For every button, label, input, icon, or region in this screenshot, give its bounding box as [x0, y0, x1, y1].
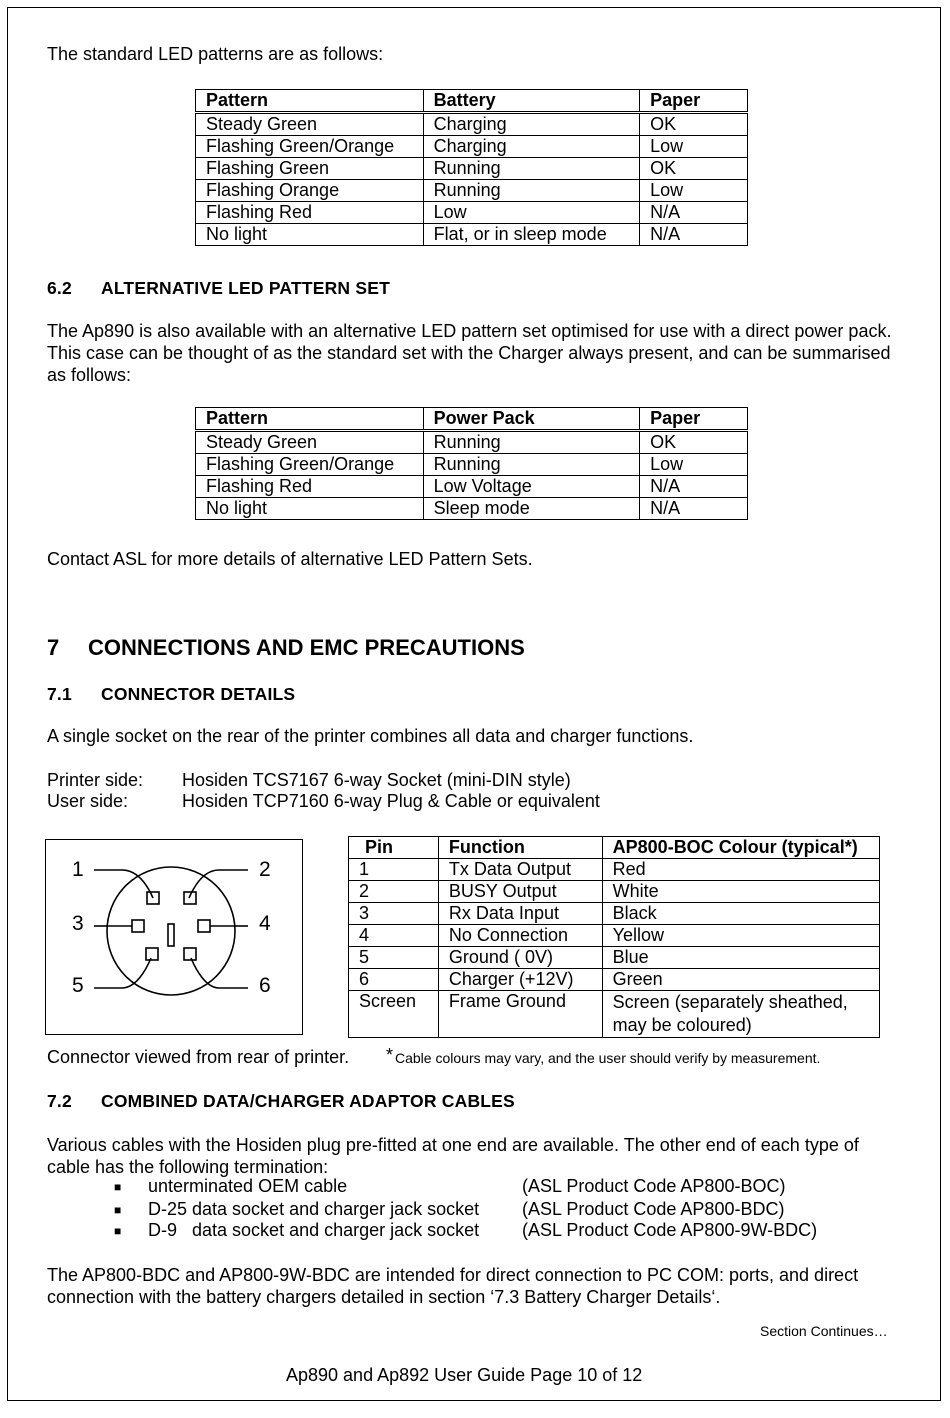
led-table-row — [196, 224, 748, 246]
led-table-cell: N/A — [640, 224, 748, 246]
pin-function-table — [348, 836, 880, 1038]
key-slot-icon — [168, 924, 174, 946]
alt-table-cell: Low — [640, 454, 748, 476]
alt-table-header-cell: Pattern — [196, 408, 424, 431]
user-side-value: Hosiden TCP7160 6-way Plug & Cable or equivalent — [182, 791, 600, 811]
pin-3-icon — [132, 920, 144, 932]
led-table-header-cell: Battery — [423, 90, 640, 113]
led-table-cell: Low — [640, 180, 748, 202]
pin-label-5: 5 — [72, 974, 84, 997]
pin-4-icon — [198, 920, 210, 932]
socket-outer-circle — [107, 867, 235, 995]
led-table-cell: Flashing Green/Orange — [196, 136, 424, 158]
section-7-number: 7 — [47, 635, 60, 660]
pin-table-header-row — [349, 837, 880, 859]
led-table-cell: Low — [423, 202, 640, 224]
connector-caption: Connector viewed from rear of printer. — [47, 1047, 350, 1067]
alt-table-cell: Sleep mode — [423, 498, 640, 520]
led-table-cell: Low — [640, 136, 748, 158]
connector-diagram — [45, 839, 303, 1035]
led-table-cell: N/A — [640, 202, 748, 224]
pin-table-cell: 4 — [349, 925, 439, 947]
bullet-icon: ■ — [114, 1224, 122, 1238]
pin-table-cell: Rx Data Input — [438, 903, 602, 925]
alt-table-row — [196, 498, 748, 520]
section-continues: Section Continues… — [760, 1323, 888, 1339]
printer-side-value: Hosiden TCS7167 6-way Socket (mini-DIN style) — [182, 770, 571, 790]
pin-table-row — [349, 969, 880, 991]
page-footer: Ap890 and Ap892 User Guide Page 10 of 12 — [286, 1365, 643, 1385]
section-7-2-number: 7.2 — [47, 1091, 72, 1111]
section-7-1-paragraph: A single socket on the rear of the printer combines all data and charger functions. — [47, 726, 694, 746]
alt-table-row — [196, 476, 748, 498]
led-table-cell: Flashing Red — [196, 202, 424, 224]
alt-table-row — [196, 454, 748, 476]
pin-table-row — [349, 881, 880, 903]
pin-table-row — [349, 947, 880, 969]
led-pattern-table — [195, 89, 748, 246]
cable-item-1-code: (ASL Product Code AP800-BOC) — [522, 1176, 786, 1196]
pin-label-3: 3 — [72, 912, 84, 935]
pin-table-cell: Tx Data Output — [438, 859, 602, 881]
note-asterisk: * — [386, 1045, 394, 1065]
section-7-2-paragraph-2: The AP800-BDC and AP800-9W-BDC are intended for direct connection to PC COM: ports, and direct connection with the battery chargers detailed in section ‘7.3 Battery Charger Details‘. — [47, 1265, 859, 1307]
cable-item-2-code: (ASL Product Code AP800-BDC) — [522, 1199, 785, 1219]
led-table-row — [196, 113, 748, 136]
pin-table-header-cell: Function — [438, 837, 602, 859]
pin-table-cell: BUSY Output — [438, 881, 602, 903]
alt-led-pattern-table — [195, 407, 748, 520]
bullet-icon: ■ — [114, 1203, 122, 1217]
pin-table-cell: Screen — [349, 991, 439, 1038]
section-7-title: CONNECTIONS AND EMC PRECAUTIONS — [88, 635, 525, 660]
alt-table-cell: Steady Green — [196, 431, 424, 454]
pin-table-cell: Screen (separately sheathed, may be coloured) — [602, 991, 879, 1038]
cable-colour-note: Cable colours may vary, and the user should verify by measurement. — [395, 1050, 821, 1066]
pin-table-cell: Black — [602, 903, 879, 925]
printer-side-label: Printer side: — [47, 770, 144, 790]
pin-table-row — [349, 903, 880, 925]
alt-table-row — [196, 431, 748, 454]
section-7-1-title: CONNECTOR DETAILS — [101, 684, 296, 704]
led-table-cell: Running — [423, 158, 640, 180]
led-table-cell: Flashing Orange — [196, 180, 424, 202]
alt-table-header-cell: Power Pack — [423, 408, 640, 431]
pin-6-icon — [184, 948, 196, 960]
alt-table-header-cell: Paper — [640, 408, 748, 431]
pin-label-4: 4 — [259, 912, 271, 935]
led-table-row — [196, 202, 748, 224]
alt-table-header-row — [196, 408, 748, 431]
pin-table-cell: Green — [602, 969, 879, 991]
led-table-cell: OK — [640, 158, 748, 180]
led-table-header-row — [196, 90, 748, 113]
intro-text: The standard LED patterns are as follows: — [47, 44, 384, 64]
pin-table-cell: Ground ( 0V) — [438, 947, 602, 969]
section-7-1-number: 7.1 — [47, 684, 72, 704]
section-6-2-title: ALTERNATIVE LED PATTERN SET — [101, 278, 390, 298]
pin-table-row — [349, 859, 880, 881]
section-7-2-paragraph: Various cables with the Hosiden plug pre-fitted at one end are available. The other end of each type of cable has the following termination: — [47, 1135, 859, 1177]
pin-table-row — [349, 925, 880, 947]
section-6-2-number: 6.2 — [47, 278, 72, 298]
pin-table-cell: No Connection — [438, 925, 602, 947]
pin-table-cell: Charger (+12V) — [438, 969, 602, 991]
led-table-cell: Steady Green — [196, 113, 424, 136]
alt-table-cell: OK — [640, 431, 748, 454]
alt-table-cell: Running — [423, 454, 640, 476]
section-7-2-title: COMBINED DATA/CHARGER ADAPTOR CABLES — [101, 1091, 515, 1111]
led-table-cell: Flat, or in sleep mode — [423, 224, 640, 246]
cable-item-2-text: D-25 data socket and charger jack socket — [148, 1199, 480, 1219]
alt-table-cell: No light — [196, 498, 424, 520]
led-table-row — [196, 158, 748, 180]
led-table-header-cell: Paper — [640, 90, 748, 113]
alt-table-cell: N/A — [640, 476, 748, 498]
pin-table-header-cell: AP800-BOC Colour (typical*) — [602, 837, 879, 859]
pin-table-cell: 2 — [349, 881, 439, 903]
pin-table-row — [349, 991, 880, 1038]
pin-table-cell: Red — [602, 859, 879, 881]
section-6-2-paragraph: The Ap890 is also available with an alternative LED pattern set optimised for use with a direct power pack. This case can be thought of as the standard set with the Charger always present, and can be summarised as follows: — [47, 321, 892, 385]
led-table-cell: Flashing Green — [196, 158, 424, 180]
led-table-cell: Charging — [423, 136, 640, 158]
pin-table-cell: White — [602, 881, 879, 903]
alt-table-cell: Low Voltage — [423, 476, 640, 498]
alt-table-cell: Flashing Red — [196, 476, 424, 498]
pin-label-1: 1 — [72, 858, 84, 881]
pin-label-2: 2 — [259, 858, 271, 881]
pin-table-cell: 3 — [349, 903, 439, 925]
alt-table-cell: Running — [423, 431, 640, 454]
led-table-header-cell: Pattern — [196, 90, 424, 113]
led-table-row — [196, 136, 748, 158]
pin-table-cell: Yellow — [602, 925, 879, 947]
pin-2-icon — [184, 892, 196, 904]
led-table-cell: No light — [196, 224, 424, 246]
contact-text: Contact ASL for more details of alternative LED Pattern Sets. — [47, 549, 533, 569]
pin-table-cell: Blue — [602, 947, 879, 969]
pin-table-cell: Frame Ground — [438, 991, 602, 1038]
pin-table-cell: 1 — [349, 859, 439, 881]
pin-table-cell: 5 — [349, 947, 439, 969]
alt-table-cell: N/A — [640, 498, 748, 520]
user-side-label: User side: — [47, 791, 129, 811]
alt-table-cell: Flashing Green/Orange — [196, 454, 424, 476]
bullet-icon: ■ — [114, 1180, 122, 1194]
cable-item-3-code: (ASL Product Code AP800-9W-BDC) — [522, 1220, 818, 1240]
cable-item-1-text: unterminated OEM cable — [148, 1176, 348, 1196]
pin-label-6: 6 — [259, 974, 271, 997]
pin-5-icon — [146, 948, 158, 960]
led-table-row — [196, 180, 748, 202]
led-table-cell: Running — [423, 180, 640, 202]
pin-table-cell: 6 — [349, 969, 439, 991]
led-table-cell: OK — [640, 113, 748, 136]
led-table-cell: Charging — [423, 113, 640, 136]
pin-table-header-cell: Pin — [349, 837, 439, 859]
cable-item-3-text: D-9 data socket and charger jack socket — [148, 1220, 480, 1240]
